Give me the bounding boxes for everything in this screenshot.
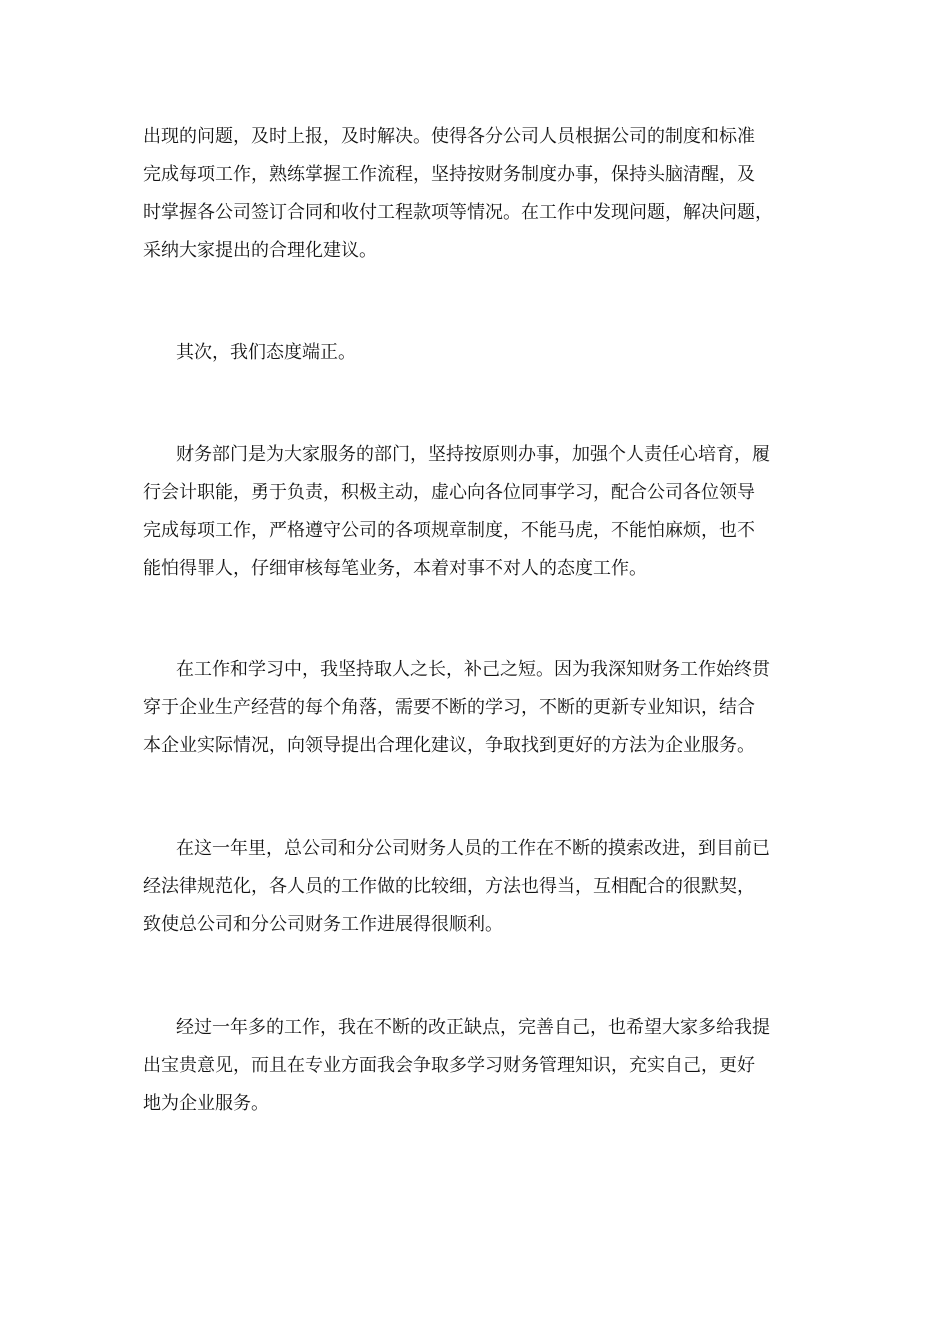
paragraph-1: [143, 118, 813, 270]
paragraph-line: 致使总公司和分公司财务工作进展得很顺利。: [143, 914, 503, 935]
paragraph-line: 行会计职能，勇于负责，积极主动，虚心向各位同事学习，配合公司各位领导: [143, 482, 755, 503]
paragraph-line: 出宝贵意见，而且在专业方面我会争取多学习财务管理知识，充实自己，更好: [143, 1055, 755, 1076]
paragraph-line: 出现的问题，及时上报，及时解决。使得各分公司人员根据公司的制度和标准: [143, 126, 755, 147]
paragraph-line: 本企业实际情况，向领导提出合理化建议，争取找到更好的方法为企业服务。: [143, 735, 755, 756]
paragraph-6: [143, 1009, 813, 1123]
paragraph-4: [143, 651, 813, 765]
paragraph-line: 完成每项工作，严格遵守公司的各项规章制度，不能马虎，不能怕麻烦，也不: [143, 520, 755, 541]
paragraph-line: 完成每项工作，熟练掌握工作流程，坚持按财务制度办事，保持头脑清醒，及: [143, 164, 755, 185]
paragraph-line: 能怕得罪人，仔细审核每笔业务，本着对事不对人的态度工作。: [143, 558, 647, 579]
paragraph-line: 在工作和学习中，我坚持取人之长，补己之短。因为我深知财务工作始终贯: [176, 659, 770, 680]
paragraph-line: 穿于企业生产经营的每个角落，需要不断的学习，不断的更新专业知识，结合: [143, 697, 755, 718]
paragraph-line: 时掌握各公司签订合同和收付工程款项等情况。在工作中发现问题，解决问题，: [143, 202, 773, 223]
paragraph-line: 地为企业服务。: [143, 1093, 269, 1114]
paragraph-line: 财务部门是为大家服务的部门，坚持按原则办事，加强个人责任心培育，履: [176, 444, 770, 465]
paragraph-line: 其次，我们态度端正。: [176, 342, 356, 363]
paragraph-2: [143, 334, 813, 372]
paragraph-line: 经过一年多的工作，我在不断的改正缺点，完善自己，也希望大家多给我提: [176, 1017, 770, 1038]
paragraph-3: [143, 436, 813, 588]
paragraph-5: [143, 830, 813, 944]
paragraph-line: 采纳大家提出的合理化建议。: [143, 240, 377, 261]
paragraph-line: 经法律规范化，各人员的工作做的比较细，方法也得当，互相配合的很默契，: [143, 876, 755, 897]
paragraph-line: 在这一年里，总公司和分公司财务人员的工作在不断的摸索改进，到目前已: [176, 838, 770, 859]
